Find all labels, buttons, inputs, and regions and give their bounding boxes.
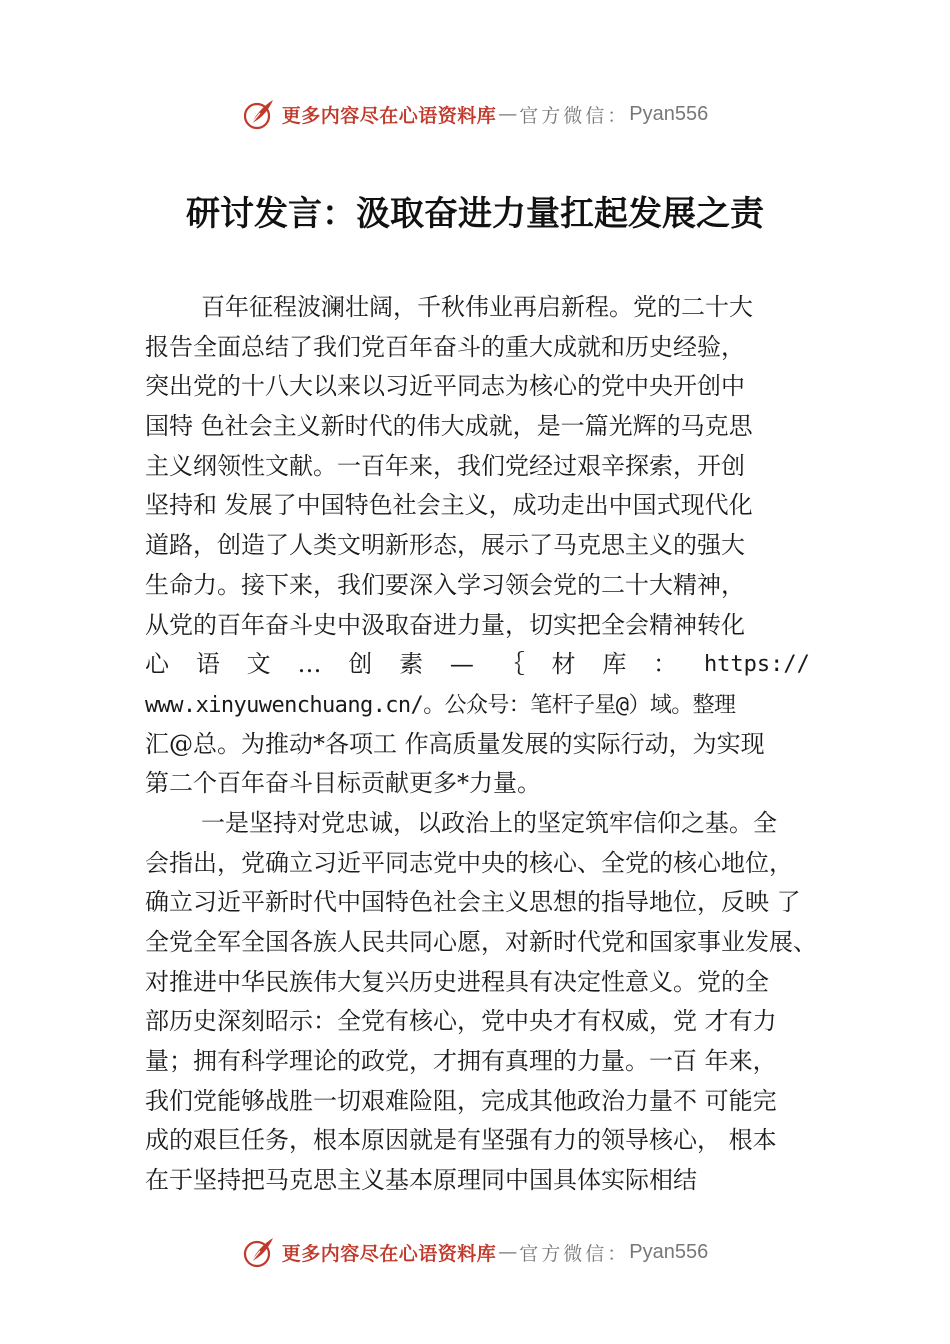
text-line: 坚持和 发展了中国特色社会主义，成功走出中国式现代化 xyxy=(145,491,753,520)
banner-brand: 更多内容尽在心语资料库 xyxy=(281,104,497,127)
char: ｛ xyxy=(500,650,525,679)
char: 语 xyxy=(195,650,220,679)
text-line: 我们党能够战胜一切艰难险阻，完成其他政治力量不 可能完 xyxy=(145,1086,777,1115)
text-line: 报告全面总结了我们党百年奋斗的重大成就和历史经验， xyxy=(145,332,745,361)
banner-wechat-id: Pyan556 xyxy=(629,1240,709,1263)
quill-logo-icon xyxy=(242,97,276,131)
text-line: 在于坚持把马克思主义基本原理同中国具体实际相结 xyxy=(145,1166,697,1195)
char: 材 xyxy=(551,650,576,679)
text-line: 突出党的十八大以来以习近平同志为核心的党中央开创中 xyxy=(145,372,745,401)
text-line: 百年征程波澜壮阔，千秋伟业再启新程。党的二十大 xyxy=(201,293,753,321)
text-line: 从党的百年奋斗史中汲取奋进力量，切实把全会精神转化 xyxy=(145,610,745,639)
char: 心 xyxy=(145,650,169,679)
banner-wechat-label: 官方微信： xyxy=(519,1242,630,1265)
url-fragment: https:// xyxy=(703,652,810,678)
text-line: 全党全军全国各族人民共同心愿，对新时代党和国家事业发展、 xyxy=(145,928,817,956)
char: 文 xyxy=(246,650,271,679)
text-line: 会指出，党确立习近平同志党中央的核心、全党的核心地位， xyxy=(145,848,793,877)
text-line: 国特 色社会主义新时代的伟大成就，是一篇光辉的马克思 xyxy=(145,412,753,441)
char: 创 xyxy=(348,650,373,679)
quill-logo-icon xyxy=(242,1235,276,1269)
text-line: 道路，创造了人类文明新形态，展示了马克思主义的强大 xyxy=(145,531,745,560)
text-line: 一是坚持对党忠诚，以政治上的坚定筑牢信仰之基。全 xyxy=(201,808,777,837)
text-line: 生命力。接下来，我们要深入学习领会党的二十大精神， xyxy=(145,570,745,599)
text-line: 部历史深刻昭示：全党有核心，党中央才有权威，党 才有力 xyxy=(145,1007,777,1036)
article-body xyxy=(145,288,817,1201)
url-text: www.xinyuwenchuang.cn/。公众号：笔杆子星@）域。整理 xyxy=(145,692,736,718)
text-line: 汇@总。为推动*各项工 作高质量发展的实际行动，为实现 xyxy=(145,729,765,758)
text-line: 确立习近平新时代中国特色社会主义思想的指导地位，反映 了 xyxy=(145,888,801,917)
text-line-spaced xyxy=(145,645,810,685)
char: … xyxy=(297,650,322,679)
text-line-url xyxy=(145,685,810,725)
banner-dash: — xyxy=(498,1241,518,1263)
banner-brand: 更多内容尽在心语资料库 xyxy=(281,1242,497,1265)
char: ： xyxy=(653,650,678,679)
char: 素 xyxy=(399,650,424,679)
banner-wechat-label: 官方微信： xyxy=(519,104,630,127)
text-line: 对推进中华民族伟大复兴历史进程具有决定性意义。党的全 xyxy=(145,967,769,996)
page-title: 研讨发言：汲取奋进力量扛起发展之责 xyxy=(186,194,764,234)
text-line: 第二个百年奋斗目标贡献更多*力量。 xyxy=(145,769,541,798)
char: 库 xyxy=(602,650,627,679)
banner-dash: — xyxy=(498,103,518,125)
footer-banner xyxy=(0,1232,950,1272)
banner-wechat-id: Pyan556 xyxy=(629,102,709,125)
text-line: 成的艰巨任务，根本原因就是有坚强有力的领导核心， 根本 xyxy=(145,1126,777,1155)
char: — xyxy=(449,650,474,679)
text-line: 量；拥有科学理论的政党，才拥有真理的力量。一百 年来， xyxy=(145,1047,777,1076)
header-banner xyxy=(0,94,950,134)
text-line: 主义纲领性文献。一百年来，我们党经过艰辛探索，开创 xyxy=(145,451,745,480)
